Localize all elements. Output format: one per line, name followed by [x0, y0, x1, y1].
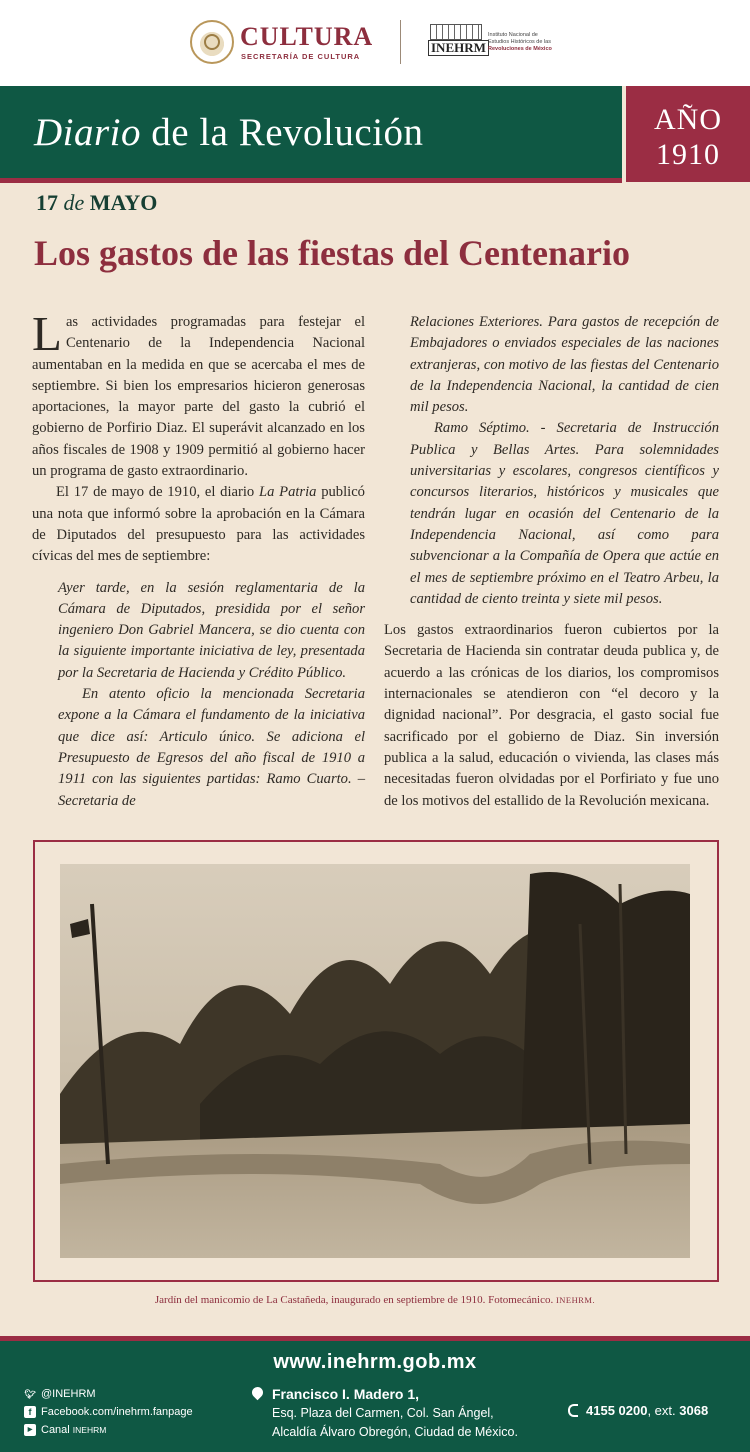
- article-left-column: [32, 306, 365, 812]
- cultura-logo-text: CULTURA: [240, 22, 374, 51]
- title-band-rule: [0, 178, 622, 183]
- social-links: [24, 1385, 193, 1439]
- youtube-icon: ▶: [24, 1424, 36, 1436]
- garden-photo-illustration: [60, 864, 690, 1258]
- quote-oficio: En atento oficio la mencionada Secretaria expone a la Cámara el fundamento de la iniciativa que dice así: Articulo único. Se adiciona el Presupuesto de Egresos del año fiscal de 1910 a 1911 con las siguientes partidas: Ramo Cuarto. – Secretaria de: [58, 686, 365, 809]
- twitter-link[interactable]: 🐦︎ @INEHRM: [24, 1388, 96, 1400]
- quote-ramo-septimo: Ramo Séptimo. - Secretaria de Instrucción Publica y Bellas Artes. Para solemnidades universitarias y escolares, congresos científicos y concursos literarios, históricos y musicales que tendrán lugar en ocasión del Centenario de la Independencia Nacional, así como para subvencionar a la Compañía de Opera que actúe en el mes de septiembre próximo en el Teatro Arbeu, la cantidad de ciento treinta y siete mil pesos.: [410, 420, 719, 607]
- year-value: 1910: [656, 138, 720, 171]
- footer: [0, 1341, 750, 1452]
- entry-date: 17 de MAYO: [36, 190, 158, 215]
- quote-session: Ayer tarde, en la sesión reglamentaria de la Cámara de Diputados, presidida por el señor ingeniero Don Gabriel Mancera, se dio cuenta con la siguiente importante iniciativa de ley, presentada por la Secretaria de Hacienda y Crédito Público.: [58, 579, 365, 681]
- youtube-link[interactable]: ▶ Canal INEHRM: [24, 1421, 193, 1439]
- facebook-link[interactable]: f Facebook.com/inehrm.fanpage: [24, 1403, 193, 1421]
- paragraph-intro: Las actividades programadas para festejar el Centenario de la Independencia Nacional aumentaban en la medida en que se acercaba el mes de septiembre. Si bien los empresarios hicieron generosas aportaciones, la mayor parte del gasto la cubrió el gobierno de Porfirio Diaz. El superávit alcanzado en los años fiscales de 1908 y 1909 permitió al gobierno hacer un programa de gasto extraordinario.: [32, 306, 365, 480]
- address-line2: Esq. Plaza del Carmen, Col. San Ángel,: [272, 1406, 494, 1420]
- photo-caption: Jardín del manicomio de La Castañeda, inaugurado en septiembre de 1910. Fotomecánico. INEHRM.: [154, 1294, 596, 1306]
- article-right-column: [384, 312, 719, 812]
- phone-icon: [568, 1404, 578, 1417]
- website-link[interactable]: www.inehrm.gob.mx: [273, 1351, 477, 1373]
- historic-garden-photo: [60, 864, 690, 1258]
- inehrm-building-icon: [430, 24, 482, 40]
- address-street: Francisco I. Madero 1,: [272, 1386, 420, 1402]
- address-line3: Alcaldía Álvaro Obregón, Ciudad de México.: [272, 1425, 518, 1439]
- twitter-icon: 🐦︎: [24, 1389, 36, 1399]
- paragraph-conclusion: Los gastos extraordinarios fueron cubiertos por la Secretaria de Hacienda sin contratar deuda publica y, de acuerdo a las crónicas de los diarios, los compromisos internacionales se atendieron con “el decoro y la dignidad nacional”. Por desgracia, el gasto social fue sacrificado por el gobierno de Diaz. Sin inversión publica a la salud, educación o vivienda, las clases más necesitadas fueron olvidadas por el Porfiriato y fue uno de los motivos del estallido de la Revolución mexicana.: [384, 622, 719, 809]
- page-title: Diario de la Revolución: [34, 111, 424, 154]
- top-header: [0, 0, 750, 86]
- article-headline: Los gastos de las fiestas del Centenario: [34, 233, 630, 273]
- drop-cap: L: [32, 306, 62, 361]
- inehrm-description: Instituto Nacional de Estudios Históricos de las Revoluciones de México: [488, 32, 552, 52]
- header-divider: [400, 20, 401, 64]
- cultura-subtitle: SECRETARÍA DE CULTURA: [241, 52, 361, 61]
- phone-number[interactable]: 4155 0200, ext. 3068: [568, 1403, 708, 1418]
- paragraph-la-patria: El 17 de mayo de 1910, el diario La Patria publicó una nota que informó sobre la aprobación en la Cámara de Diputados del presupuesto para las actividades cívicas del mes de septiembre:: [32, 484, 365, 565]
- year-label: AÑO: [654, 103, 722, 136]
- address: [254, 1385, 518, 1442]
- inehrm-logo-text: INEHRM: [428, 40, 489, 56]
- coat-of-arms-icon: [190, 20, 234, 64]
- quote-relaciones: Relaciones Exteriores. Para gastos de recepción de Embajadores o enviados especiales de las naciones extranjeras, con motivo de las fiestas del Centenario de la Independencia Nacional, la cantidad de cien mil pesos.: [410, 314, 719, 416]
- facebook-icon: f: [24, 1406, 36, 1418]
